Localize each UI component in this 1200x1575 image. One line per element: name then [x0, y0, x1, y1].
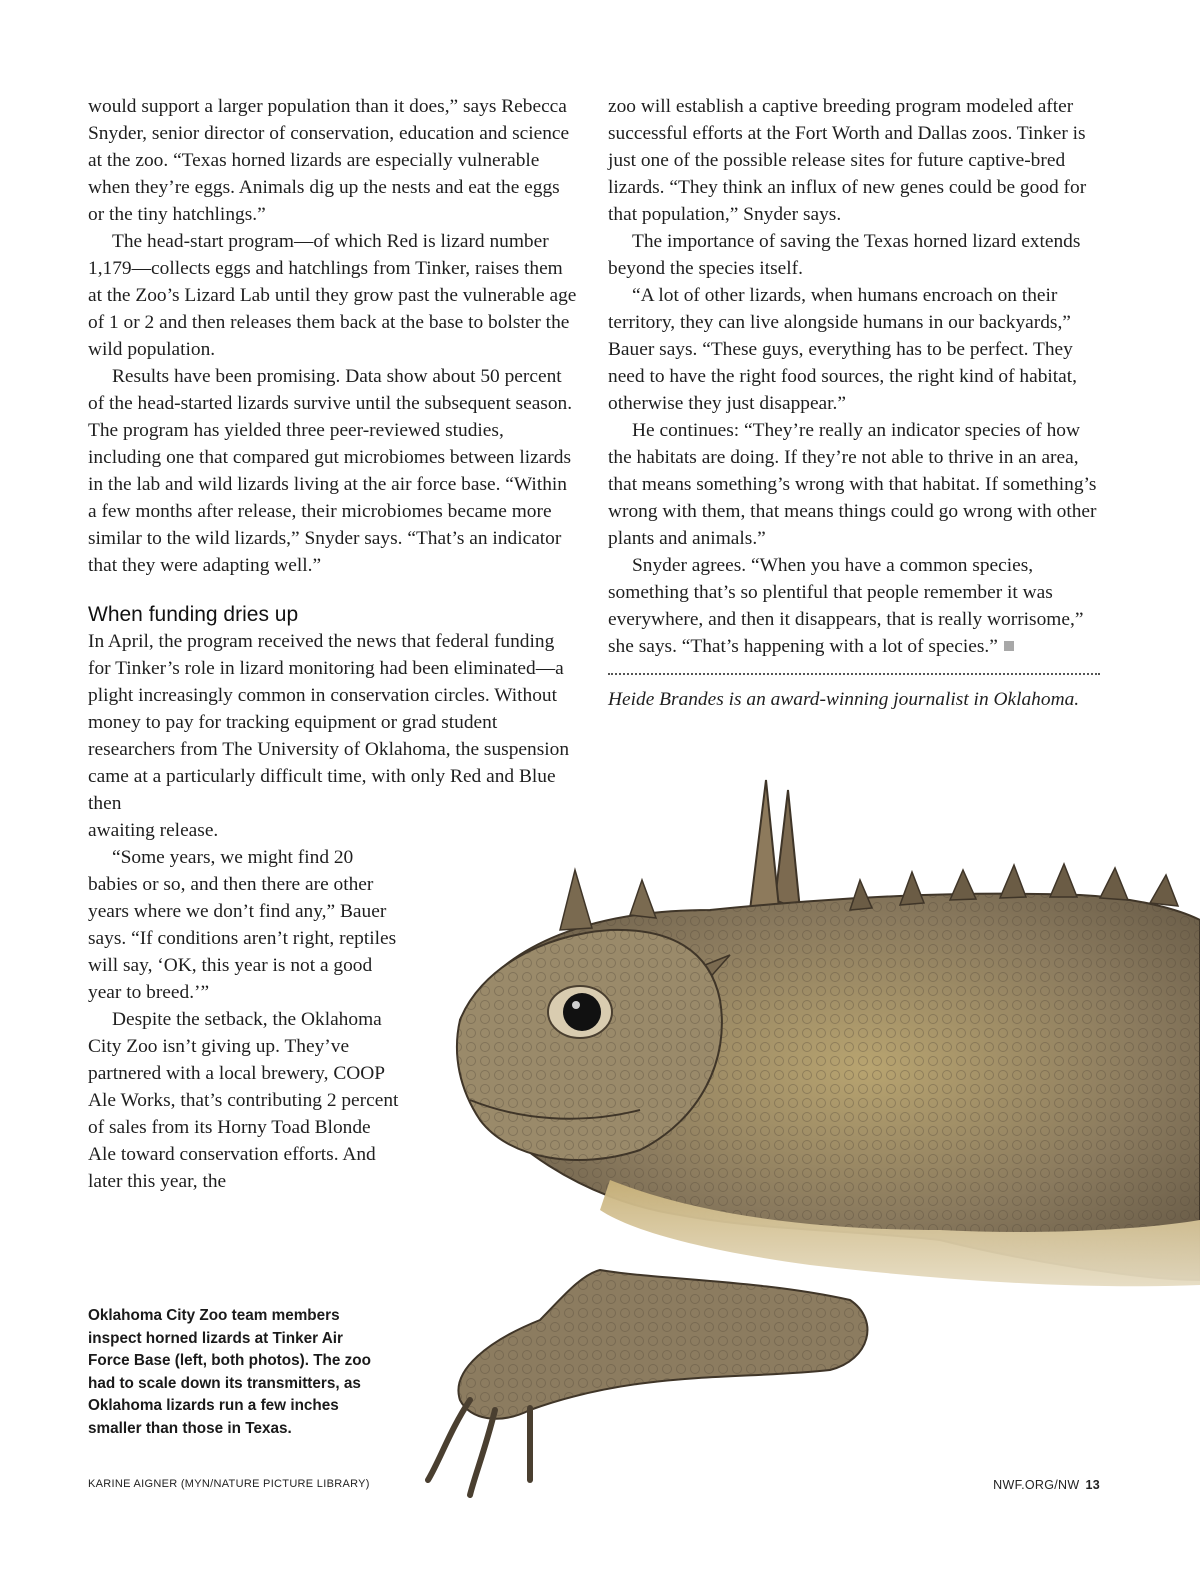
body-paragraph: The head-start program—of which Red is lizard number 1,179—collects eggs and hatchlings from Tinker, raises them at the Zoo’s Lizard Lab until they grow past the vulnerable age of 1 or 2 and then releases them back at the base to bolster the wild population. — [88, 231, 577, 360]
body-paragraph: “Some years, we might find 20 babies or so, and then there are other years where we don’t find any,” Bauer says. “If conditions aren’t right, reptiles will say, ‘OK, this year is not a good year to breed.’” — [88, 847, 397, 1003]
body-paragraph: “A lot of other lizards, when humans encroach on their territory, they can live alongside humans in our backyards,” Bauer says. “These guys, everything has to be perfect. They need to have the right food sources, the right kind of habitat, otherwise they just disappear.” — [608, 285, 1078, 414]
page-number: 13 — [1085, 1478, 1100, 1492]
body-paragraph: Despite the setback, the Oklahoma City Zoo isn’t giving up. They’ve partnered with a local brewery, COOP Ale Works, that’s contributing 2 percent of sales from its Horny Toad Blonde Ale toward conservation efforts. And later this year, the — [88, 1009, 399, 1192]
photo-caption: Oklahoma City Zoo team members inspect horned lizards at Tinker Air Force Base (left, both photos). The zoo had to scale down its transmitters, as Oklahoma lizards run a few inches smaller than those in Texas. — [88, 1307, 371, 1437]
body-paragraph: zoo will establish a captive breeding program modeled after successful efforts at the Fort Worth and Dallas zoos. Tinker is just one of the possible release sites for future captive-bred lizards. “They think an influx of new genes could be good for that population,” Snyder says. — [608, 96, 1087, 225]
closing-paragraph-text: Snyder agrees. “When you have a common species, something that’s so plentiful that people remember it was everywhere, and then it disappears, that is really worrisome,” she says. “That’s happening with a lot of species.” — [608, 555, 1084, 657]
body-paragraph: Results have been promising. Data show about 50 percent of the head-started lizards survive until the subsequent season. The program has yielded three peer-reviewed studies, including one that compared gut microbiomes between lizards in the lab and wild lizards living at the air force base. “Within a few months after release, their microbiomes became more similar to the wild lizards,” Snyder says. “That’s an indicator that they were adapting well.” — [88, 366, 573, 576]
body-paragraph: would support a larger population than it does,” says Rebecca Snyder, senior director of conservation, education and science at the zoo. “Texas horned lizards are especially vulnerable when they’re eggs. Animals dig up the nests and eat the eggs or the tiny hatchlings.” — [88, 96, 570, 225]
dotted-divider — [608, 673, 1100, 675]
photo-credit: KARINE AIGNER (MYN/NATURE PICTURE LIBRARY) — [88, 1478, 370, 1490]
body-paragraph: In April, the program received the news that federal funding for Tinker’s role in lizard monitoring had been eliminated—a plight increasingly common in conservation circles. Without money to pay for tracking equipment or grad student researchers from The University of Oklahoma, the suspension came at a particularly difficult time, with only Red and Blue then — [88, 631, 570, 814]
page-folio — [993, 1478, 1100, 1492]
right-column — [608, 93, 1100, 713]
horned-lizard-photo — [380, 760, 1200, 1520]
end-mark-icon — [1004, 641, 1014, 651]
closing-paragraph — [608, 552, 1100, 660]
body-paragraph: The importance of saving the Texas horned lizard extends beyond the species itself. — [608, 231, 1081, 279]
body-paragraph: He continues: “They’re really an indicator species of how the habitats are doing. If they’re not able to thrive in an area, that means something’s wrong with that habitat. If something’s wrong with them, that means things could go wrong with other plants and animals.” — [608, 420, 1097, 549]
author-byline: Heide Brandes is an award-winning journalist in Oklahoma. — [608, 689, 1080, 710]
body-paragraph-continuation: awaiting release. — [88, 820, 219, 841]
publication-url: NWF.ORG/NW — [993, 1478, 1080, 1492]
section-heading: When funding dries up — [88, 603, 299, 626]
